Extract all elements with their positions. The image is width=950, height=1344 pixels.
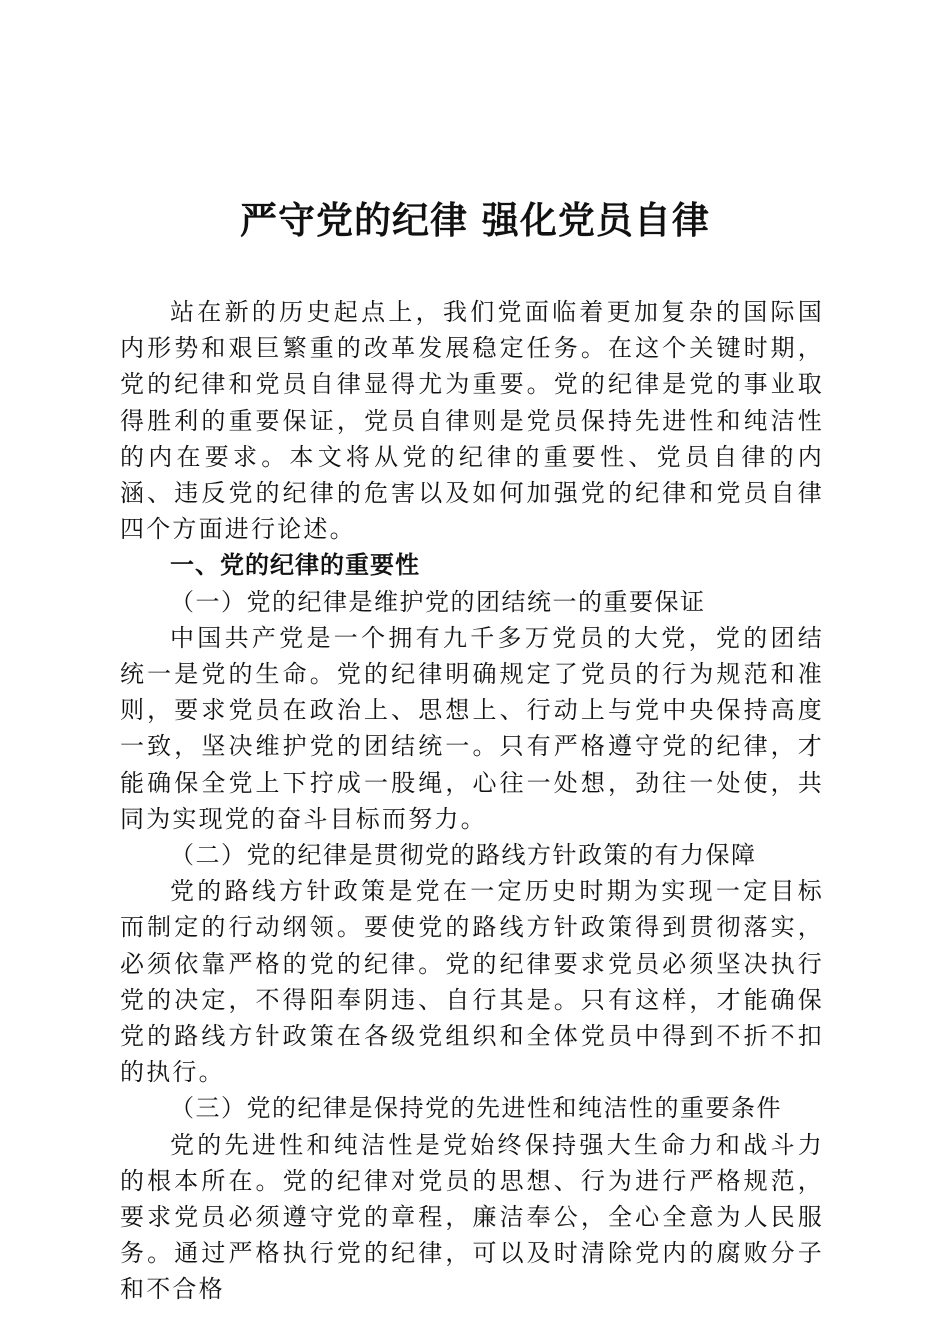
subsection-heading-3: （三）党的纪律是保持党的先进性和纯洁性的重要条件 — [170, 1094, 782, 1123]
document-body — [120, 294, 824, 1308]
section-heading: 一、党的纪律的重要性 — [170, 551, 420, 580]
document-title: 严守党的纪律 强化党员自律 — [240, 198, 710, 242]
subsection-paragraph-3: 党的先进性和纯洁性是党始终保持强大生命力和战斗力的根本所在。党的纪律对党员的思想、行为进行严格规范，要求党员必须遵守党的章程，廉洁奉公，全心全意为人民服务。通过严格执行党的纪律，可以及时清除党内的腐败分子和不合格 — [120, 1130, 824, 1304]
subsection-paragraph-2: 党的路线方针政策是党在一定历史时期为实现一定目标而制定的行动纲领。要使党的路线方针政策得到贯彻落实，必须依靠严格的党的纪律。党的纪律要求党员必须坚决执行党的决定，不得阳奉阴违、自行其是。只有这样，才能确保党的路线方针政策在各级党组织和全体党员中得到不折不扣的执行。 — [120, 877, 824, 1087]
subsection-heading-1: （一）党的纪律是维护党的团结统一的重要保证 — [170, 587, 706, 616]
subsection-heading-2: （二）党的纪律是贯彻党的路线方针政策的有力保障 — [170, 841, 757, 870]
subsection-paragraph-1: 中国共产党是一个拥有九千多万党员的大党，党的团结统一是党的生命。党的纪律明确规定了党员的行为规范和准则，要求党员在政治上、思想上、行动上与党中央保持高度一致，坚决维护党的团结统一。只有严格遵守党的纪律，才能确保全党上下拧成一股绳，心往一处想，劲往一处使，共同为实现党的奋斗目标而努力。 — [120, 623, 824, 833]
intro-paragraph: 站在新的历史起点上，我们党面临着更加复杂的国际国内形势和艰巨繁重的改革发展稳定任务。在这个关键时期，党的纪律和党员自律显得尤为重要。党的纪律是党的事业取得胜利的重要保证，党员自律则是党员保持先进性和纯洁性的内在要求。本文将从党的纪律的重要性、党员自律的内涵、违反党的纪律的危害以及如何加强党的纪律和党员自律四个方面进行论述。 — [120, 298, 824, 544]
